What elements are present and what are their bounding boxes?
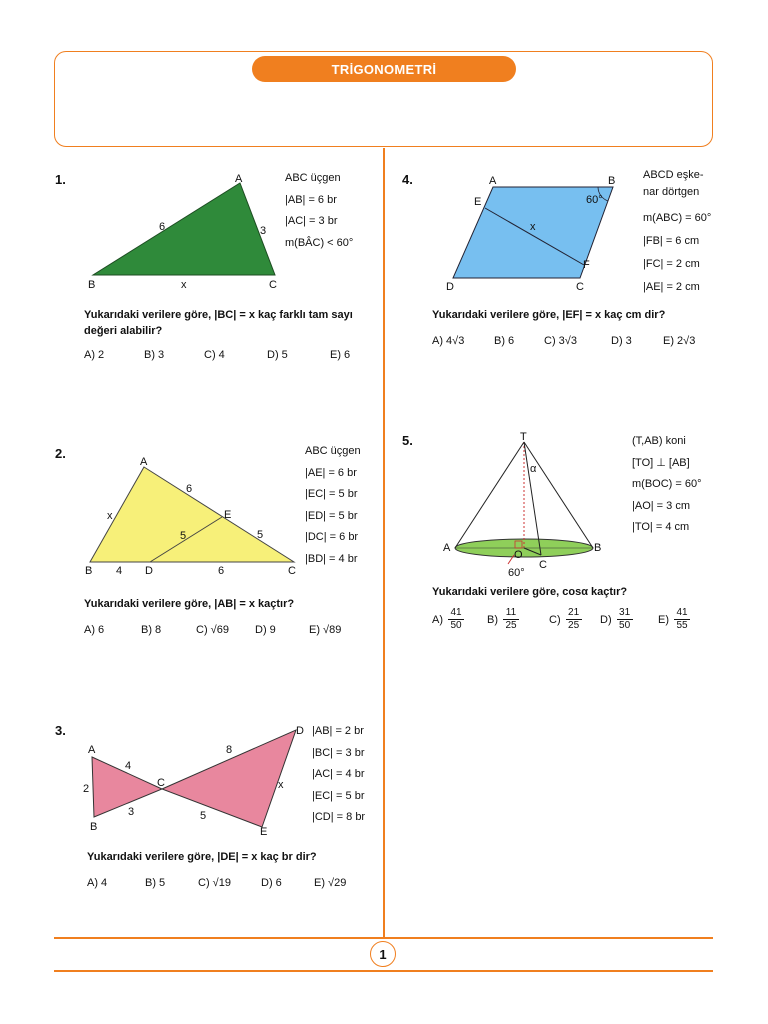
question-4-figure [440, 172, 625, 292]
vertex-b-label: B [85, 565, 93, 577]
angle-60-label: 60° [508, 567, 525, 579]
given-line: nar dörtgen [643, 186, 700, 198]
vertex-d-label: D [296, 725, 304, 737]
vertex-a-label: A [140, 456, 148, 468]
question-4-text: Yukarıdaki verilere göre, |EF| = x kaç cm dir? [432, 309, 666, 321]
given-line: ABC üçgen [285, 172, 341, 184]
vertex-a-label: A [235, 173, 243, 185]
footer-line-bottom [54, 970, 713, 972]
choice-d[interactable]: D) 5 [267, 349, 288, 361]
choice-label: A) [432, 613, 443, 626]
given-line: |AC| = 3 br [285, 215, 338, 228]
vertex-d-label: D [446, 281, 454, 292]
vertex-c-label: C [288, 565, 296, 577]
choice-a[interactable]: A) 4√3 [432, 335, 465, 347]
question-1-text: Yukarıdaki verilere göre, |BC| = x kaç farklı tam sayı değeri alabilir? [84, 309, 353, 337]
column-divider [383, 148, 385, 938]
vertex-c-label: C [576, 281, 584, 292]
given-line: |BD| = 4 br [305, 552, 358, 565]
choice-c[interactable]: C) √69 [196, 624, 229, 636]
denominator: 25 [566, 619, 582, 632]
point-f-label: F [583, 259, 590, 271]
question-4-choices [432, 335, 712, 351]
choice-e[interactable]: E) 2√3 [663, 335, 696, 347]
side-ab-label: 2 [83, 783, 90, 795]
denominator: 25 [503, 619, 519, 632]
given-line: |EC| = 5 br [305, 488, 358, 501]
question-1-given [285, 168, 353, 254]
choice-a[interactable]: A) 6 [84, 624, 105, 636]
vertex-e-label: E [260, 826, 268, 838]
side-bc-label: x [181, 279, 187, 291]
vertex-b-label: B [88, 279, 96, 291]
choice-label: E) [658, 613, 669, 626]
question-5-choices [432, 607, 712, 641]
triangle-abc [90, 467, 294, 562]
page-title: TRİGONOMETRİ [252, 56, 516, 82]
side-ed-label: 5 [180, 530, 187, 542]
side-cd-label: 8 [226, 744, 233, 756]
given-line: |ED| = 5 br [305, 509, 358, 522]
question-5-figure [438, 430, 618, 580]
given-line: [TO] ⊥ [AB] [632, 456, 690, 469]
side-bd-label: 4 [116, 565, 123, 577]
given-line: |AE| = 6 br [305, 466, 357, 479]
fraction [674, 607, 690, 632]
fraction [503, 607, 519, 632]
vertex-d-label: D [145, 565, 153, 577]
choice-d[interactable]: D) 6 [261, 877, 282, 889]
fraction [448, 607, 464, 632]
side-ce-label: 5 [200, 810, 207, 822]
angle-b-label: 60° [586, 194, 603, 206]
side-ac-label: 3 [260, 225, 267, 237]
choice-b[interactable]: B) 5 [145, 877, 166, 889]
question-3-figure [80, 722, 310, 840]
question-4-number: 4. [402, 172, 413, 187]
choice-b[interactable]: B) 3 [144, 349, 165, 361]
given-line: |EC| = 5 br [312, 789, 365, 802]
question-1-choices [84, 349, 374, 365]
question-1-number: 1. [55, 172, 66, 187]
choice-b[interactable]: B) 8 [141, 624, 162, 636]
vertex-c-label: C [157, 777, 165, 789]
vertex-b-label: B [90, 821, 98, 833]
choice-b[interactable]: B) 6 [494, 335, 515, 347]
side-ac-label: 4 [125, 760, 132, 772]
given-line: |CD| = 8 br [312, 811, 366, 824]
given-line: |FB| = 6 cm [643, 235, 700, 247]
point-e-label: E [474, 196, 482, 208]
given-line: |AB| = 2 br [312, 725, 364, 737]
given-line: |FC| = 2 cm [643, 258, 700, 270]
given-line: (T,AB) koni [632, 435, 686, 447]
question-2-figure [82, 452, 302, 578]
point-a-label: A [443, 542, 451, 554]
choice-e[interactable]: E) √29 [314, 877, 347, 889]
vertex-a-label: A [88, 744, 96, 756]
vertex-a-label: A [489, 175, 497, 187]
question-5-given [632, 431, 702, 539]
choice-c[interactable]: C) 4 [204, 349, 225, 361]
segment-ef-label: x [530, 221, 536, 233]
triangle-abc [93, 183, 275, 275]
given-line: ABCD eşke- [643, 169, 704, 181]
given-line: m(BOC) = 60° [632, 478, 702, 491]
choice-b[interactable] [487, 607, 519, 632]
question-3-given [312, 721, 365, 829]
choice-c[interactable] [549, 607, 582, 632]
question-5-text: Yukarıdaki verilere göre, cosα kaçtır? [432, 586, 628, 598]
question-3-text: Yukarıdaki verilere göre, |DE| = x kaç br dir? [87, 851, 317, 863]
given-line: |TO| = 4 cm [632, 521, 690, 534]
given-line: |AB| = 6 br [285, 193, 337, 206]
choice-c[interactable]: C) √19 [198, 877, 231, 889]
choice-label: C) [549, 613, 561, 626]
question-2-text: Yukarıdaki verilere göre, |AB| = x kaçtır? [84, 598, 295, 610]
choice-d[interactable]: D) 3 [611, 335, 632, 347]
page-number: 1 [370, 941, 396, 967]
numerator: 21 [568, 607, 580, 618]
fraction [617, 607, 633, 632]
question-5-number: 5. [402, 433, 413, 448]
denominator: 50 [617, 619, 633, 632]
side-bc-label: 3 [128, 806, 135, 818]
side-ab-label: x [107, 510, 113, 522]
numerator: 41 [676, 607, 688, 618]
side-ae-label: 6 [186, 483, 193, 495]
choice-a[interactable]: A) 4 [87, 877, 108, 889]
question-2-choices [84, 624, 374, 640]
choice-e[interactable]: E) √89 [309, 624, 342, 636]
given-line: |AC| = 4 br [312, 768, 365, 781]
question-2-number: 2. [55, 446, 66, 461]
vertex-c-label: C [269, 279, 277, 291]
angle-alpha-label: α [530, 463, 537, 475]
segment-tc [524, 442, 541, 555]
question-3-choices [87, 877, 377, 893]
choice-label: B) [487, 613, 498, 626]
choice-a[interactable] [432, 607, 464, 632]
point-o-label: O [514, 549, 523, 561]
question-3-number: 3. [55, 723, 66, 738]
fraction [566, 607, 582, 632]
given-line: ABC üçgen [305, 445, 361, 457]
given-line: m(ABC) = 60° [643, 212, 712, 224]
question-2-given [305, 441, 361, 571]
numerator: 41 [450, 607, 462, 618]
vertex-t-label: T [520, 431, 527, 443]
question-4-given [643, 167, 711, 299]
point-c-label: C [539, 559, 547, 571]
choice-e[interactable]: E) 6 [330, 349, 351, 361]
numerator: 11 [505, 607, 517, 618]
given-line: m(BÂC) < 60° [285, 236, 354, 249]
given-line: |AO| = 3 cm [632, 499, 690, 512]
choice-c[interactable]: C) 3√3 [544, 335, 577, 347]
numerator: 31 [619, 607, 631, 618]
side-ec-label: 5 [257, 529, 264, 541]
question-1-figure [85, 170, 280, 292]
choice-e[interactable] [658, 607, 690, 632]
side-dc-label: 6 [218, 565, 225, 577]
given-line: |DC| = 6 br [305, 531, 359, 544]
cone-side-ta [455, 442, 524, 548]
given-line: |AE| = 2 cm [643, 281, 700, 293]
denominator: 55 [674, 619, 690, 632]
vertex-e-label: E [224, 509, 232, 521]
choice-d[interactable] [600, 607, 633, 632]
footer-line-top [54, 937, 713, 939]
given-line: |BC| = 3 br [312, 746, 365, 759]
choice-label: D) [600, 613, 612, 626]
side-de-label: x [278, 779, 284, 791]
point-b-label: B [594, 542, 602, 554]
denominator: 50 [448, 619, 464, 632]
side-ab-label: 6 [159, 221, 166, 233]
vertex-b-label: B [608, 175, 616, 187]
choice-a[interactable]: A) 2 [84, 349, 105, 361]
choice-d[interactable]: D) 9 [255, 624, 276, 636]
cone-side-tb [524, 442, 593, 548]
